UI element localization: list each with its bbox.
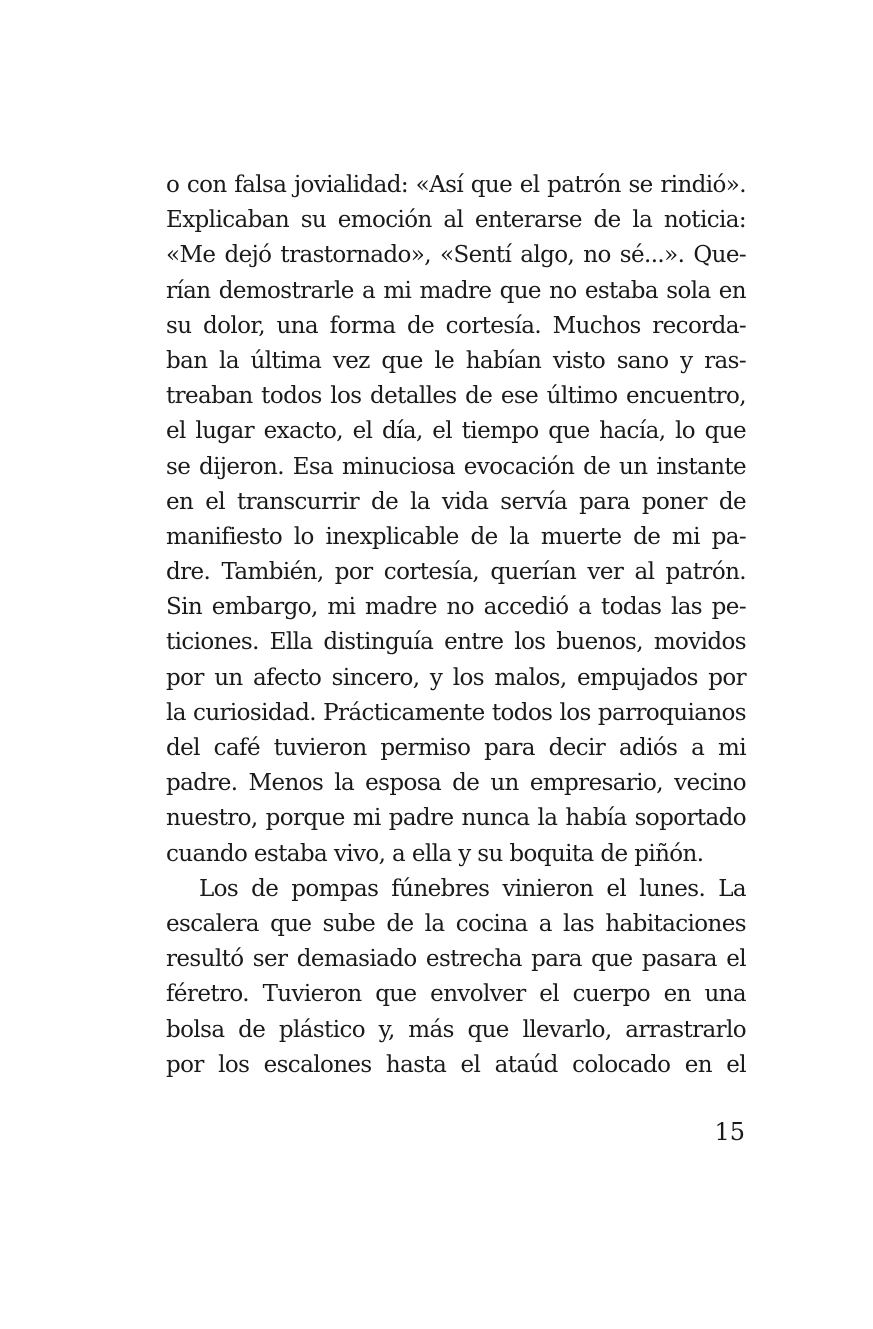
text-line: o con falsa jovialidad: «Así que el patrón se rindió».	[166, 172, 746, 198]
text-line: nuestro, porque mi padre nunca la había soportado	[166, 805, 746, 832]
text-line: rían demostrarle a mi madre que no estaba sola en	[166, 277, 746, 304]
text-line: bolsa de plástico y, más que llevarlo, arrastrarlo	[166, 1016, 746, 1043]
text-line: resultó ser demasiado estrecha para que pasara el	[166, 946, 746, 973]
text-line: escalera que sube de la cocina a las habitaciones	[166, 910, 746, 937]
text-line: féretro. Tuvieron que envolver el cuerpo en una	[166, 981, 746, 1008]
page-number: 15	[714, 1118, 745, 1146]
text-line: por los escalones hasta el ataúd colocado en el	[166, 1051, 746, 1078]
text-line: manifiesto lo inexplicable de la muerte de mi pa-	[166, 523, 746, 550]
text-line: se dijeron. Esa minuciosa evocación de un instante	[166, 453, 746, 480]
text-line: dre. También, por cortesía, querían ver al patrón.	[166, 559, 746, 586]
paragraph-end-line: cuando estaba vivo, a ella y su boquita de piñón.	[166, 840, 704, 867]
text-line: en el transcurrir de la vida servía para poner de	[166, 488, 746, 515]
text-line: la curiosidad. Prácticamente todos los parroquianos	[166, 699, 746, 726]
text-line: su dolor, una forma de cortesía. Muchos recorda-	[166, 312, 746, 339]
text-line: del café tuvieron permiso para decir adiós a mi	[166, 735, 746, 761]
text-line: ban la última vez que le habían visto sano y ras-	[166, 347, 746, 374]
text-line: Sin embargo, mi madre no accedió a todas las pe-	[166, 594, 746, 621]
text-line: por un afecto sincero, y los malos, empujados por	[166, 664, 746, 691]
body-text	[166, 168, 746, 1083]
text-line: el lugar exacto, el día, el tiempo que hacía, lo que	[166, 418, 746, 445]
text-line: treaban todos los detalles de ese último encuentro,	[166, 383, 746, 410]
text-line: ticiones. Ella distinguía entre los buenos, movidos	[166, 629, 746, 656]
paragraph-start-line: Los de pompas fúnebres vinieron el lunes. La	[199, 875, 746, 902]
text-line: «Me dejó trastornado», «Sentí algo, no sé...». Que-	[166, 242, 746, 269]
text-line: Explicaban su emoción al enterarse de la noticia:	[166, 207, 746, 234]
text-line: padre. Menos la esposa de un empresario, vecino	[166, 770, 746, 797]
